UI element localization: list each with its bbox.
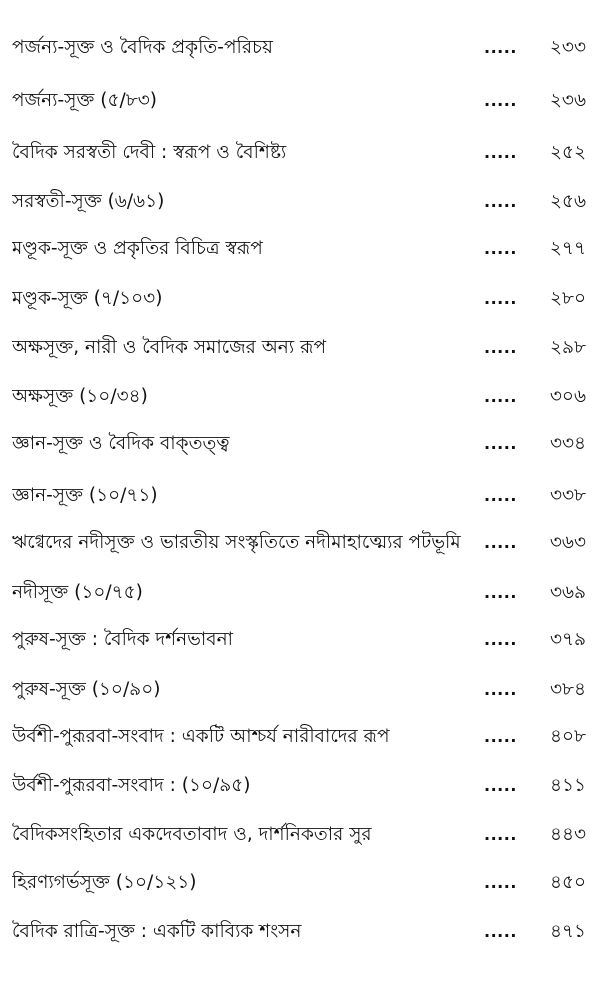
dot-leader: ..... — [484, 583, 517, 602]
toc-entry — [0, 717, 600, 757]
page-number: ২৩৬ — [549, 90, 586, 111]
entry-title: সরস্বতী-সূক্ত (৬/৬১) — [12, 191, 165, 212]
dot-leader: ..... — [484, 143, 517, 162]
toc-entry — [0, 523, 600, 563]
toc-entry — [0, 912, 600, 952]
toc-entry — [0, 81, 600, 121]
toc-entry — [0, 328, 600, 368]
toc-entry — [0, 133, 600, 173]
dot-leader: ..... — [484, 387, 517, 406]
dot-leader: ..... — [484, 434, 517, 453]
page-number: ৪০৮ — [549, 726, 586, 747]
toc-entry — [0, 28, 600, 68]
page-number: ৩৩৪ — [549, 433, 586, 454]
toc-entry — [0, 573, 600, 613]
toc-entry — [0, 279, 600, 319]
entry-title: নদীসূক্ত (১০/৭৫) — [12, 582, 143, 603]
page-number: ৩৭৯ — [549, 629, 586, 650]
entry-title: মণ্ডূক-সূক্ত ও প্রকৃতির বিচিত্র স্বরূপ — [12, 238, 263, 259]
page-number: ২৭৭ — [549, 238, 586, 259]
dot-leader: ..... — [484, 192, 517, 211]
page-number: ৩০৬ — [549, 386, 586, 407]
page-number: ৪৭১ — [549, 921, 586, 942]
page-number: ৪৪৩ — [549, 824, 586, 845]
entry-title: পুরুষ-সূক্ত (১০/৯০) — [12, 679, 161, 700]
toc-entry — [0, 229, 600, 269]
entry-title: পর্জন্য-সূক্ত ও বৈদিক প্রকৃতি-পরিচয় — [12, 37, 273, 58]
dot-leader: ..... — [484, 239, 517, 258]
entry-title: বৈদিক রাত্রি-সূক্ত : একটি কাব্যিক শংসন — [12, 921, 302, 942]
entry-title: পুরুষ-সূক্ত : বৈদিক দর্শনভাবনা — [12, 629, 233, 650]
page-number: ২৫২ — [549, 142, 586, 163]
entry-title: জ্ঞান-সূক্ত ও বৈদিক বাক্‌তত্ত্ব — [12, 433, 230, 454]
entry-title: অক্ষসূক্ত, নারী ও বৈদিক সমাজের অন্য রূপ — [12, 337, 327, 358]
page-number: ৩৬৯ — [549, 582, 586, 603]
toc-entry — [0, 424, 600, 464]
dot-leader: ..... — [484, 533, 517, 552]
toc-entry — [0, 670, 600, 710]
entry-title: মণ্ডূক-সূক্ত (৭/১০৩) — [12, 288, 163, 309]
dot-leader: ..... — [484, 338, 517, 357]
toc-entry — [0, 476, 600, 516]
toc-entry — [0, 377, 600, 417]
dot-leader: ..... — [484, 873, 517, 892]
entry-title: জ্ঞান-সূক্ত (১০/৭১) — [12, 485, 158, 506]
dot-leader: ..... — [484, 91, 517, 110]
page-number: ৪৫০ — [549, 872, 586, 893]
entry-title: পর্জন্য-সূক্ত (৫/৮৩) — [12, 90, 157, 111]
page-number: ৩৬৩ — [549, 532, 586, 553]
page-number: ৩৮৪ — [549, 679, 586, 700]
entry-title: বৈদিক সরস্বতী দেবী : স্বরূপ ও বৈশিষ্ট্য — [12, 142, 287, 163]
dot-leader: ..... — [484, 630, 517, 649]
entry-title: বৈদিকসংহিতার একদেবতাবাদ ও, দার্শনিকতার সুর — [12, 824, 372, 845]
page-number: ২৫৬ — [549, 191, 586, 212]
dot-leader: ..... — [484, 486, 517, 505]
dot-leader: ..... — [484, 680, 517, 699]
entry-title: উর্বশী-পুরূরবা-সংবাদ : (১০/৯৫) — [12, 775, 251, 796]
toc-entry — [0, 620, 600, 660]
page-number: ২৩৩ — [549, 37, 586, 58]
page-number: ২৮০ — [549, 288, 586, 309]
dot-leader: ..... — [484, 727, 517, 746]
dot-leader: ..... — [484, 825, 517, 844]
dot-leader: ..... — [484, 922, 517, 941]
entry-title: ঋগ্বেদের নদীসূক্ত ও ভারতীয় সংস্কৃতিতে নদীমাহাত্ম্যের পটভূমি — [12, 532, 461, 553]
dot-leader: ..... — [484, 38, 517, 57]
page-number: ২৯৮ — [549, 337, 586, 358]
toc-entry — [0, 182, 600, 222]
page-number: ৩৩৮ — [549, 485, 586, 506]
dot-leader: ..... — [484, 289, 517, 308]
entry-title: হিরণ্যগর্ভসূক্ত (১০/১২১) — [12, 872, 197, 893]
dot-leader: ..... — [484, 776, 517, 795]
entry-title: অক্ষসূক্ত (১০/৩৪) — [12, 386, 148, 407]
toc-entry — [0, 815, 600, 855]
toc-entry — [0, 863, 600, 903]
entry-title: উর্বশী-পুরূরবা-সংবাদ : একটি আশ্চর্য নারীবাদের রূপ — [12, 726, 390, 747]
toc-entry — [0, 766, 600, 806]
page-number: ৪১১ — [549, 775, 586, 796]
